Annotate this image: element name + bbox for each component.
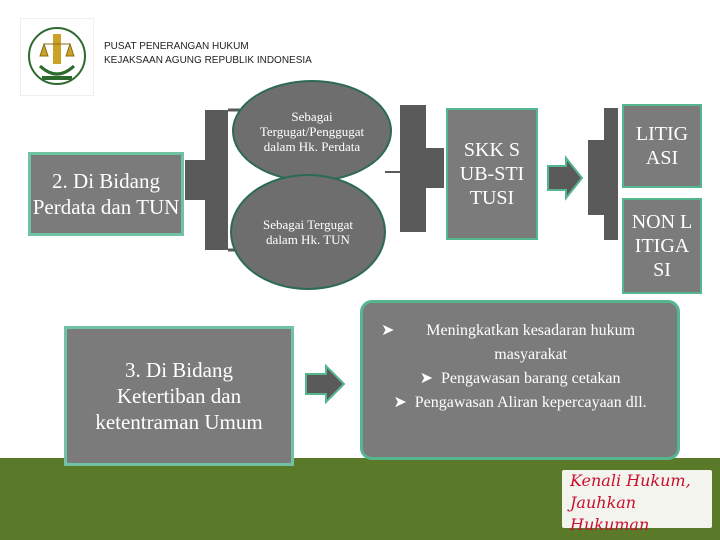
non-litigasi-box [622,198,702,294]
arrow-bullet-icon: ➤ [381,322,395,339]
bullet-item [381,319,659,367]
ketertiban-arrow [306,366,344,402]
bullet-text-1: Meningkatkan kesadaran hukum masyarakat [426,322,636,363]
litigasi-label: LITIGASI [635,123,689,169]
green-arrow-right [548,158,582,198]
ellipse-tun-label: Sebagai Tergugat dalam Hk. TUN [263,217,353,247]
ketertiban-box [64,326,294,466]
bullet-item [381,367,659,391]
ellipse-tun [230,174,386,290]
split-bracket-shape [588,108,618,240]
ellipse-perdata [232,80,392,182]
ketertiban-label: 3. Di Bidang Ketertiban dan ketentraman Umum [95,358,263,434]
arrow-bullet-icon: ➤ [419,370,433,387]
skk-bracket-shape [400,105,444,232]
non-litigasi-label: NON LITIGASI [631,211,693,281]
arrow-bullet-icon: ➤ [393,394,407,411]
slogan-line2: Jauhkan Hukuman [570,493,650,534]
bullet-text-2: Pengawasan barang cetakan [440,370,621,387]
perdata-tun-box [28,152,184,236]
litigasi-box [622,104,702,188]
bullet-text-3: Pengawasan Aliran kepercayaan dll. [414,394,647,411]
bullet-item [381,391,659,415]
bullets-box [360,300,680,460]
header-line1: PUSAT PENERANGAN HUKUM [104,41,249,52]
skk-substitusi-label: SKK SUB-STITUSI [459,139,525,209]
skk-substitusi-box [446,108,538,240]
perdata-arrow-shape [185,110,228,250]
slogan-line1: Kenali Hukum, [570,471,691,490]
ellipse-perdata-label: Sebagai Tergugat/Penggugat dalam Hk. Perdata [259,108,365,154]
header-line2: KEJAKSAAN AGUNG REPUBLIK INDONESIA [104,55,312,66]
perdata-tun-label: 2. Di Bidang Perdata dan TUN [32,169,180,219]
